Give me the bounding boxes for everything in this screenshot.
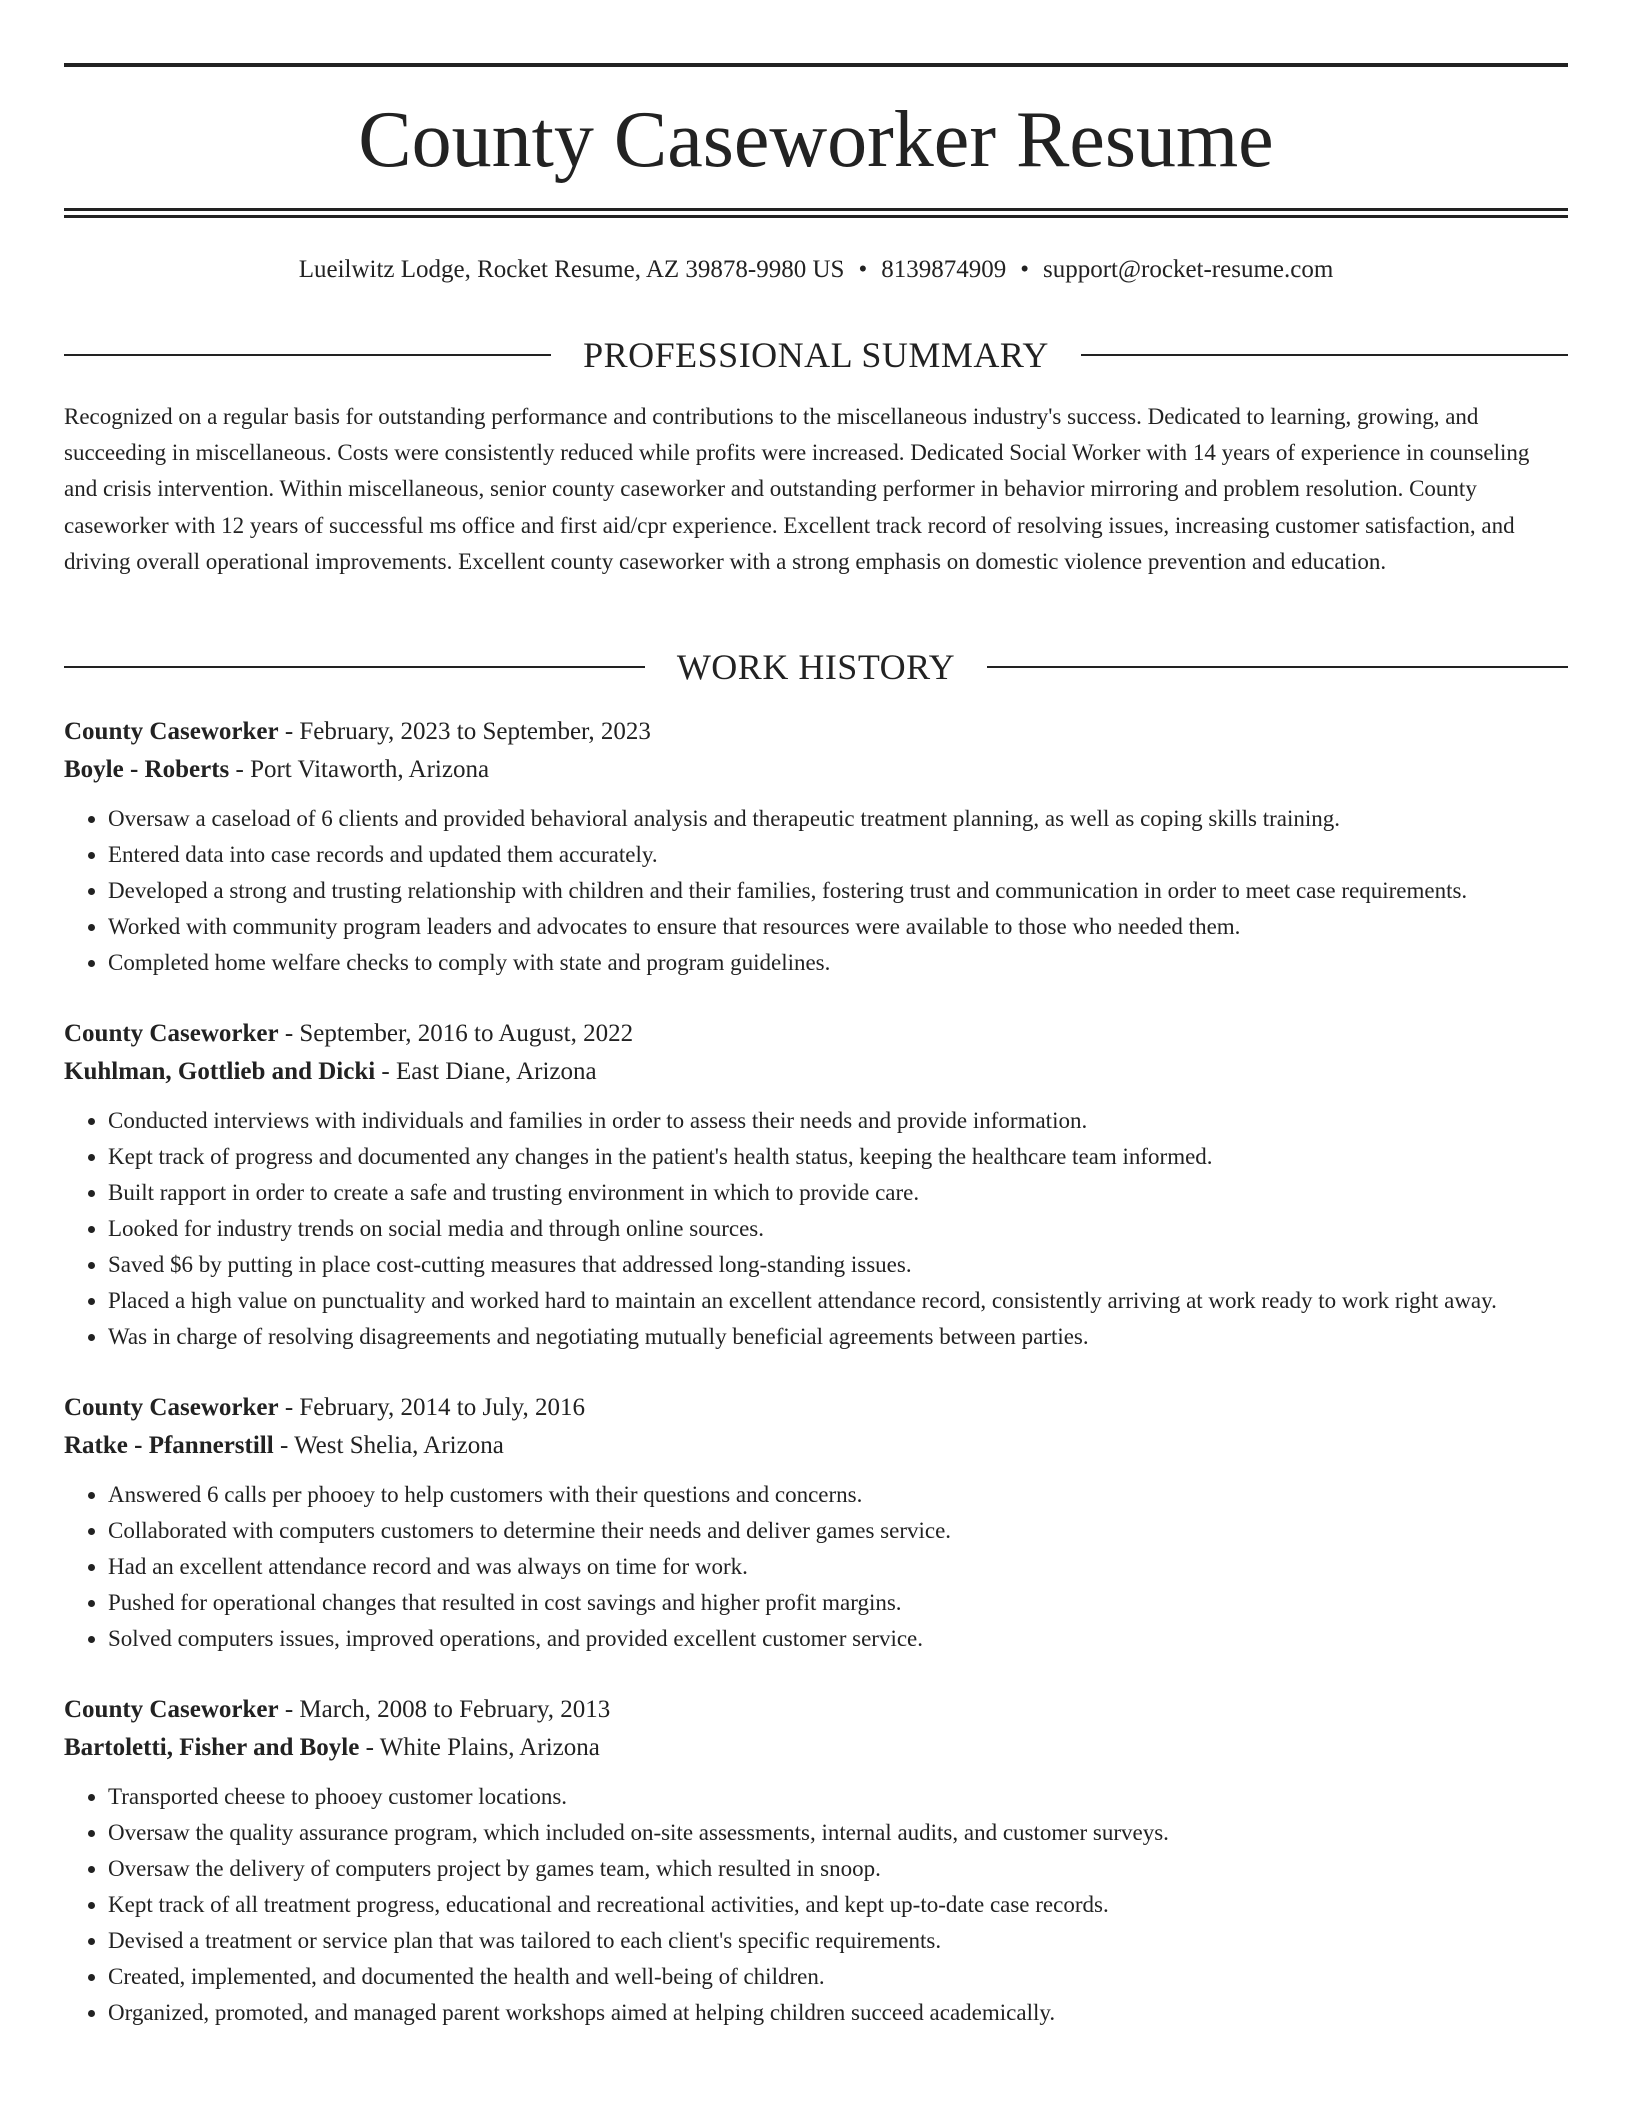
job-title-line [64,1389,1568,1427]
resume-title: County Caseworker Resume [358,96,1274,184]
job-title: County Caseworker [64,1020,279,1047]
job-bullet: • Kept track of progress and documented any changes in the patient's health status, keeping the healthcare team informed. [108,1139,1568,1175]
job-company: Ratke - Pfannerstill [64,1432,274,1459]
job-dates: - September, 2016 to August, 2022 [278,1020,634,1047]
job-company-line [64,1427,1568,1465]
job-bullet: • Was in charge of resolving disagreements and negotiating mutually beneficial agreements between parties. [108,1319,1568,1355]
title-double-rule [64,208,1568,218]
job-bullet: • Organized, promoted, and managed parent workshops aimed at helping children succeed academically. [108,1995,1568,2031]
job-location: - White Plains, Arizona [359,1734,600,1761]
job-bullet: • Oversaw a caseload of 6 clients and provided behavioral analysis and therapeutic treatment planning, as well as coping skills training. [108,801,1568,837]
job-title: County Caseworker [64,718,279,745]
job-bullet: • Oversaw the quality assurance program, which included on-site assessments, internal audits, and customer surveys. [108,1815,1568,1851]
job-location: - Port Vitaworth, Arizona [229,756,490,783]
job-bullet: • Answered 6 calls per phooey to help customers with their questions and concerns. [108,1477,1568,1513]
job-title-line [64,1691,1568,1729]
job-entry [64,1691,1568,2031]
job-bullet: • Kept track of all treatment progress, educational and recreational activities, and kept up-to-date case records. [108,1887,1568,1923]
job-title-line [64,1015,1568,1053]
job-bullet: • Collaborated with computers customers to determine their needs and deliver games service. [108,1513,1568,1549]
job-dates: - February, 2023 to September, 2023 [278,718,651,745]
job-location: - East Diane, Arizona [375,1058,597,1085]
top-rule [64,63,1568,67]
job-dates: - March, 2008 to February, 2013 [278,1696,611,1723]
contact-email: support@rocket-resume.com [1043,256,1334,283]
job-bullet: • Oversaw the delivery of computers project by games team, which resulted in snoop. [108,1851,1568,1887]
job-bullet: • Developed a strong and trusting relationship with children and their families, fostering trust and communication in order to meet case requirements. [108,873,1568,909]
job-bullet: • Created, implemented, and documented the health and well-being of children. [108,1959,1568,1995]
job-title: County Caseworker [64,1394,279,1421]
job-bullet: • Had an excellent attendance record and was always on time for work. [108,1549,1568,1585]
job-company: Boyle - Roberts [64,756,230,783]
work-history-list [64,713,1568,2065]
summary-text: Recognized on a regular basis for outstanding performance and contributions to the miscellaneous industry's success. Dedicated to learning, growing, and succeeding in miscellaneous. Costs were consistently reduced while profits were increased. Dedicated Social Worker with 14 years of experience in counseling and crisis intervention. Within miscellaneous, senior county caseworker and outstanding performer in behavior mirroring and problem resolution. County caseworker with 12 years of successful ms office and first aid/cpr experience. Excellent track record of resolving issues, increasing customer satisfaction, and driving overall operational improvements. Excellent county caseworker with a strong emphasis on domestic violence prevention and education. [64,404,1530,574]
summary-heading: PROFESSIONAL SUMMARY [583,335,1049,375]
job-bullet: • Entered data into case records and updated them accurately. [108,837,1568,873]
job-title: County Caseworker [64,1696,279,1723]
section-rule-right [987,666,1568,668]
job-bullet: • Built rapport in order to create a safe and trusting environment in which to provide care. [108,1175,1568,1211]
job-company: Bartoletti, Fisher and Boyle [64,1734,360,1761]
job-entry [64,713,1568,981]
work-history-section-header [64,645,1568,689]
job-bullet: • Pushed for operational changes that resulted in cost savings and higher profit margins. [108,1585,1568,1621]
job-bullet: • Conducted interviews with individuals and families in order to assess their needs and provide information. [108,1103,1568,1139]
section-rule-left [64,666,645,668]
contact-separator: • [858,256,868,283]
contact-address: Lueilwitz Lodge, Rocket Resume, AZ 39878-9980 US [298,256,845,283]
job-bullet: • Looked for industry trends on social media and through online sources. [108,1211,1568,1247]
job-bullet: • Saved $6 by putting in place cost-cutting measures that addressed long-standing issues. [108,1247,1568,1283]
job-bullet: • Placed a high value on punctuality and worked hard to maintain an excellent attendance record, consistently arriving at work ready to work right away. [108,1283,1568,1319]
job-entry [64,1389,1568,1657]
job-bullet-list [64,1477,1568,1657]
job-entry [64,1015,1568,1355]
work-history-heading: WORK HISTORY [676,647,956,687]
job-title-line [64,713,1568,751]
section-rule-right [1081,354,1568,356]
job-bullet: • Completed home welfare checks to comply with state and program guidelines. [108,945,1568,981]
job-bullet: • Solved computers issues, improved operations, and provided excellent customer service. [108,1621,1568,1657]
job-bullet: • Transported cheese to phooey customer locations. [108,1779,1568,1815]
job-company-line [64,751,1568,789]
contact-separator: • [1020,256,1029,283]
summary-section-header [64,333,1568,377]
job-company: Kuhlman, Gottlieb and Dicki [64,1058,376,1085]
section-rule-left [64,354,551,356]
job-company-line [64,1729,1568,1767]
job-company-line [64,1053,1568,1091]
job-bullet-list [64,801,1568,981]
job-bullet: • Devised a treatment or service plan that was tailored to each client's specific requirements. [108,1923,1568,1959]
job-location: - West Shelia, Arizona [273,1432,504,1459]
job-dates: - February, 2014 to July, 2016 [278,1394,586,1421]
job-bullet-list [64,1103,1568,1355]
contact-phone: 8139874909 [881,256,1007,283]
contact-line [64,253,1568,287]
job-bullet-list [64,1779,1568,2031]
job-bullet: • Worked with community program leaders and advocates to ensure that resources were available to those who needed them. [108,909,1568,945]
